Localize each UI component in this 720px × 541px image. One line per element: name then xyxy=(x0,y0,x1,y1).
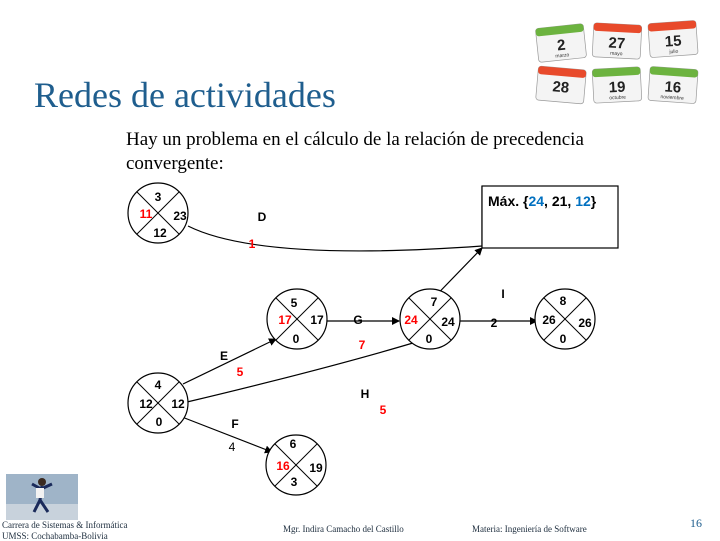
node-4 xyxy=(128,373,188,433)
activity-f-duration: 4 xyxy=(228,440,236,454)
node-left: 16 xyxy=(276,459,290,473)
activity-e-duration: 5 xyxy=(236,365,244,379)
footer-left-line2: UMSS: Cochabamba-Bolivia xyxy=(2,531,108,541)
runner-photo xyxy=(6,474,78,520)
calendar-day: 2 xyxy=(556,36,567,55)
node-bottom: 0 xyxy=(559,332,567,346)
calendar-day: 15 xyxy=(664,32,683,51)
node-top: 7 xyxy=(430,295,438,309)
calendar-month: marzo xyxy=(555,52,570,60)
slide-title: Redes de actividades xyxy=(34,75,336,115)
calendar-day: 16 xyxy=(663,78,682,97)
node-right: 24 xyxy=(441,315,455,329)
arrow-d xyxy=(188,186,482,251)
node-5 xyxy=(267,289,327,349)
node-top: 5 xyxy=(290,296,298,310)
node-8 xyxy=(535,289,595,349)
footer-left-line1: Carrera de Sistemas & Informática xyxy=(2,520,128,530)
activity-g-name: G xyxy=(353,313,363,327)
calendar-day: 19 xyxy=(608,78,626,97)
node-right: 17 xyxy=(310,313,324,327)
calendar-month: mayo xyxy=(610,50,623,58)
activity-e-name: E xyxy=(219,349,229,363)
node-bottom: 0 xyxy=(155,415,163,429)
calendar-month: noviembre xyxy=(660,94,684,102)
activity-d-duration: 1 xyxy=(248,237,256,251)
intro-line-1: Hay un problema en el cálculo de la relación de precedencia xyxy=(126,129,584,150)
activity-f-name: F xyxy=(231,417,239,431)
activity-h-name: H xyxy=(360,387,370,401)
intro-line-2: convergente: xyxy=(126,153,224,174)
footer-author: Mgr. Indira Camacho del Castillo xyxy=(283,524,404,534)
calendar-month: octubre xyxy=(609,94,627,102)
footer-course: Materia: Ingeniería de Software xyxy=(472,524,587,534)
arrow-e xyxy=(183,339,276,384)
node-right: 26 xyxy=(578,316,592,330)
calendar-day: 27 xyxy=(608,34,626,53)
node-bottom: 12 xyxy=(153,226,167,240)
arrow-f xyxy=(182,417,272,452)
activity-i-duration: 2 xyxy=(490,316,498,330)
node-top: 6 xyxy=(289,437,297,451)
activity-d-name: D xyxy=(257,210,267,224)
node-early-top: 3 xyxy=(154,190,162,204)
node-right: 23 xyxy=(173,209,187,223)
node-right: 12 xyxy=(171,397,185,411)
node-6 xyxy=(266,435,326,495)
page-number: 16 xyxy=(690,516,702,530)
node-bottom: 0 xyxy=(292,332,300,346)
node-3 xyxy=(128,183,188,243)
node-7 xyxy=(400,289,460,349)
node-bottom: 3 xyxy=(290,475,298,489)
calendar-day: 28 xyxy=(551,78,570,97)
activity-i-name: I xyxy=(501,287,505,301)
node-left: 26 xyxy=(542,313,556,327)
node-top: 4 xyxy=(154,378,162,392)
activity-g-duration: 7 xyxy=(358,338,366,352)
max-label: Máx. {24, 21, 12} xyxy=(488,193,597,209)
node-left: 11 xyxy=(139,207,153,221)
activity-h-duration: 5 xyxy=(379,403,387,417)
node-left: 17 xyxy=(278,313,292,327)
node-left: 24 xyxy=(404,313,418,327)
node-top: 8 xyxy=(559,294,567,308)
node-right: 19 xyxy=(309,461,323,475)
calendar-month: julio xyxy=(669,48,679,56)
node-bottom: 0 xyxy=(425,332,433,346)
node-left: 12 xyxy=(139,397,153,411)
